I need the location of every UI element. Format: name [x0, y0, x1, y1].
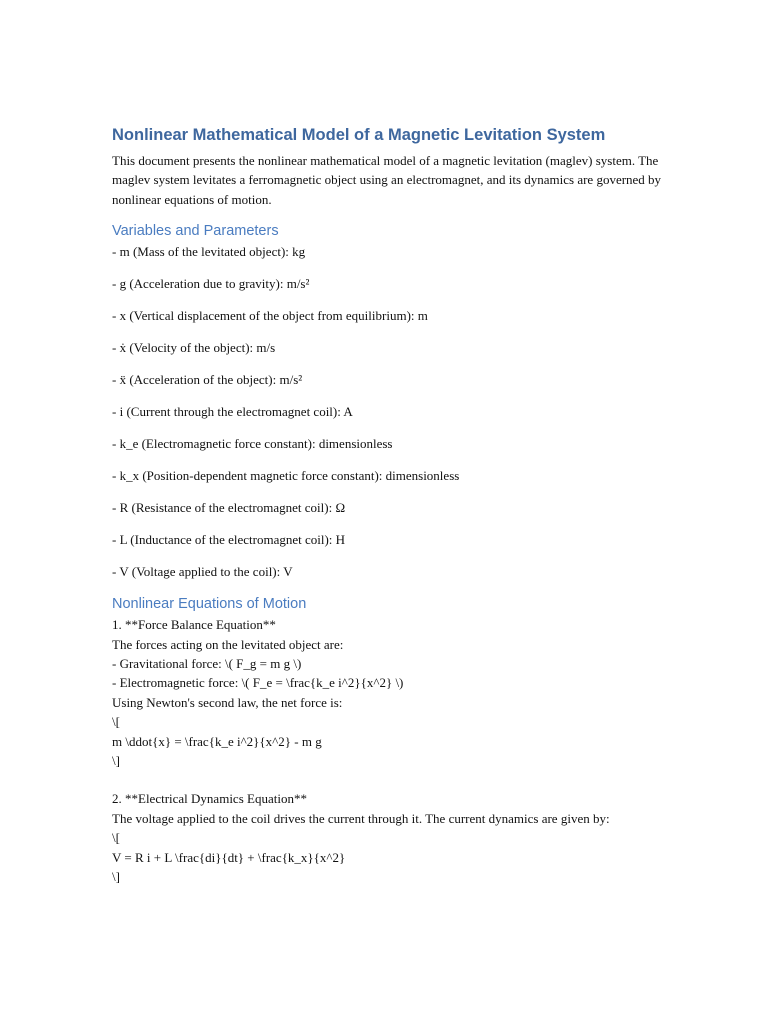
- variables-list: [112, 242, 672, 581]
- equation-line: \[: [112, 714, 120, 730]
- variables-heading: Variables and Parameters: [112, 223, 279, 240]
- variable-item: - ẍ (Acceleration of the object): m/s²: [112, 372, 303, 388]
- variable-item: - m (Mass of the levitated object): kg: [112, 244, 306, 260]
- equation-line: 2. **Electrical Dynamics Equation**: [112, 791, 307, 807]
- force-balance-block: [112, 615, 672, 770]
- variable-item: - k_x (Position-dependent magnetic force constant): dimensionless: [112, 468, 460, 484]
- document-page: [112, 124, 672, 887]
- variable-item: - k_e (Electromagnetic force constant): dimensionless: [112, 436, 393, 452]
- equation-line: - Gravitational force: \( F_g = m g \): [112, 656, 302, 672]
- equation-line: \[: [112, 830, 120, 846]
- variable-item: - x (Vertical displacement of the object from equilibrium): m: [112, 308, 428, 324]
- intro-paragraph: This document presents the nonlinear mathematical model of a magnetic levitation (maglev) system. The maglev system levitates a ferromagnetic object using an electromagnet, and its dynamics are governed by nonlinear equations of motion.: [112, 153, 662, 207]
- equation-line: The voltage applied to the coil drives the current through it. The current dynamics are given by:: [112, 810, 610, 826]
- equation-line: 1. **Force Balance Equation**: [112, 617, 276, 633]
- equations-heading: Nonlinear Equations of Motion: [112, 596, 307, 613]
- variable-item: - V (Voltage applied to the coil): V: [112, 564, 293, 580]
- variable-item: - R (Resistance of the electromagnet coil): Ω: [112, 500, 346, 516]
- equation-line: - Electromagnetic force: \( F_e = \frac{k_e i^2}{x^2} \): [112, 675, 404, 691]
- variable-item: - i (Current through the electromagnet coil): A: [112, 404, 353, 420]
- equation-line: \]: [112, 869, 120, 885]
- equation-line: \]: [112, 753, 120, 769]
- electrical-dynamics-block: [112, 789, 672, 886]
- document-title: Nonlinear Mathematical Model of a Magnetic Levitation System: [112, 126, 606, 144]
- equation-line: Using Newton's second law, the net force is:: [112, 694, 343, 710]
- variable-item: - g (Acceleration due to gravity): m/s²: [112, 276, 310, 292]
- equation-line: V = R i + L \frac{di}{dt} + \frac{k_x}{x^2}: [112, 849, 346, 865]
- variable-item: - ẋ (Velocity of the object): m/s: [112, 340, 276, 356]
- variable-item: - L (Inductance of the electromagnet coil): H: [112, 532, 346, 548]
- equation-line: The forces acting on the levitated object are:: [112, 636, 344, 652]
- equation-line: m \ddot{x} = \frac{k_e i^2}{x^2} - m g: [112, 733, 322, 749]
